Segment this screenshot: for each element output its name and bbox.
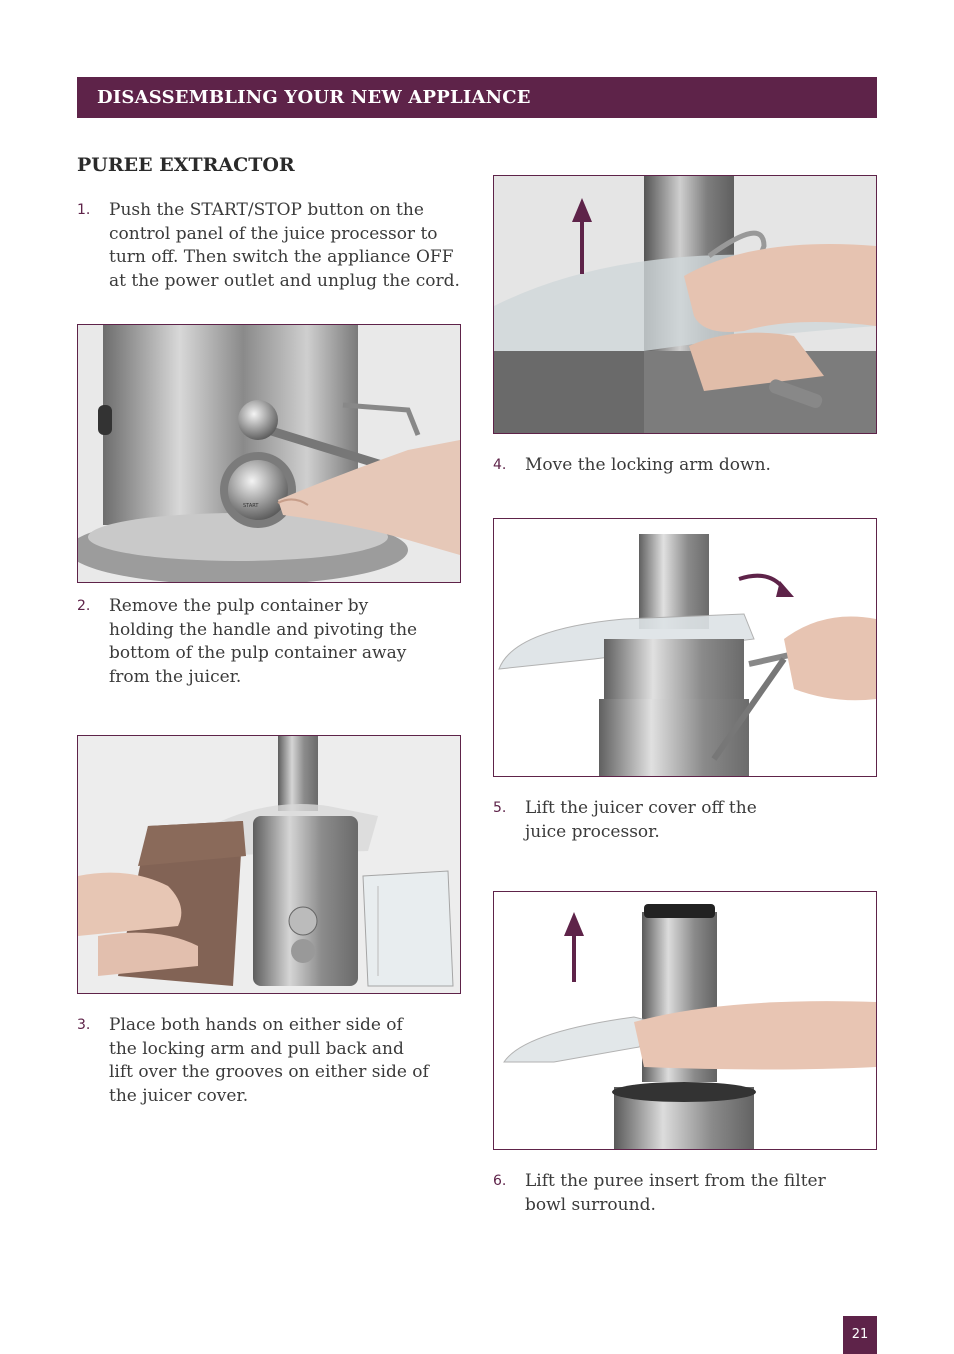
step-line: Move the locking arm down. bbox=[525, 455, 771, 475]
step-line: Place both hands on either side of bbox=[109, 1015, 403, 1035]
step-number: 6. bbox=[493, 1173, 507, 1189]
step-line: Push the START/STOP button on the bbox=[109, 200, 424, 220]
step-number: 5. bbox=[493, 800, 507, 816]
banner-title: DISASSEMBLING YOUR NEW APPLIANCE bbox=[97, 87, 531, 108]
step-line: bowl surround. bbox=[525, 1194, 656, 1215]
photo-start-button bbox=[77, 324, 461, 583]
step-line: Remove the pulp container by bbox=[109, 596, 369, 616]
step-line: bottom of the pulp container away bbox=[109, 643, 407, 663]
photo-pulp-container bbox=[77, 735, 461, 994]
step-number: 2. bbox=[77, 598, 91, 614]
step-line: control panel of the juice processor to bbox=[109, 223, 438, 244]
section-title: PUREE EXTRACTOR bbox=[77, 154, 295, 176]
photo-juicer-cover bbox=[493, 518, 877, 777]
step-line: the juicer cover. bbox=[109, 1085, 249, 1106]
photo-locking-arm bbox=[493, 175, 877, 434]
start-label: START bbox=[243, 503, 259, 509]
step-number: 1. bbox=[77, 202, 91, 218]
section-banner bbox=[77, 77, 877, 118]
step-line: Lift the puree insert from the filter bbox=[525, 1171, 826, 1191]
step-line: lift over the grooves on either side of bbox=[109, 1062, 429, 1082]
step-number: 4. bbox=[493, 457, 507, 473]
step-number: 3. bbox=[77, 1017, 91, 1033]
step-line: the locking arm and pull back and bbox=[109, 1038, 404, 1059]
step-line: juice processor. bbox=[525, 821, 660, 842]
page-number: 21 bbox=[843, 1316, 877, 1354]
step-line: holding the handle and pivoting the bbox=[109, 619, 418, 640]
step-line: turn off. Then switch the appliance OFF bbox=[109, 247, 454, 267]
photo-puree-insert bbox=[493, 891, 877, 1150]
step-line: from the juicer. bbox=[109, 666, 242, 687]
step-line: at the power outlet and unplug the cord. bbox=[109, 270, 460, 291]
step-line: Lift the juicer cover off the bbox=[525, 798, 757, 818]
